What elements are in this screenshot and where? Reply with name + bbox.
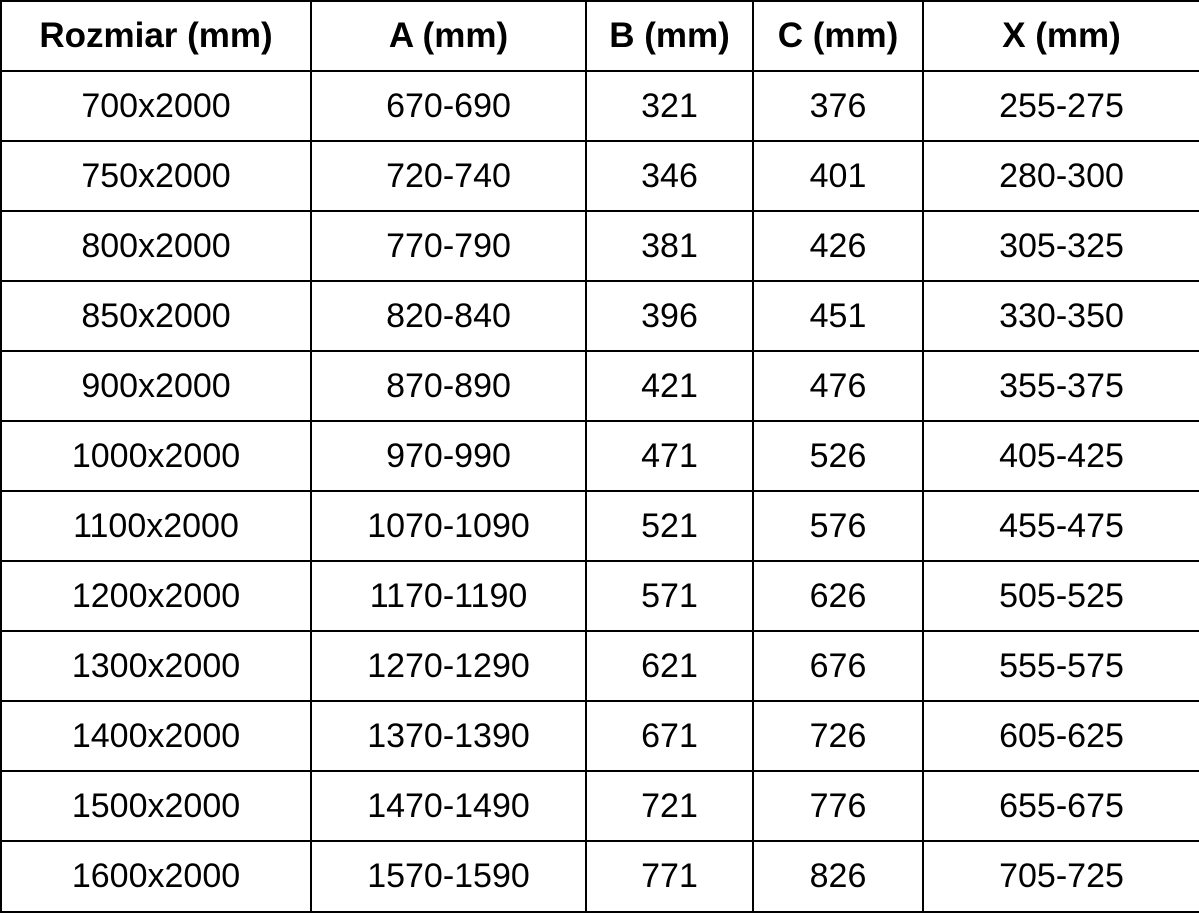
cell-a: 1370-1390 — [311, 701, 586, 771]
cell-b: 321 — [586, 71, 753, 141]
cell-rozmiar: 750x2000 — [1, 141, 311, 211]
cell-rozmiar: 1400x2000 — [1, 701, 311, 771]
cell-c: 676 — [753, 631, 923, 701]
cell-c: 451 — [753, 281, 923, 351]
cell-rozmiar: 800x2000 — [1, 211, 311, 281]
column-header-c: C (mm) — [753, 1, 923, 71]
cell-a: 720-740 — [311, 141, 586, 211]
table-row — [1, 351, 1199, 421]
cell-c: 826 — [753, 841, 923, 912]
table-row — [1, 841, 1199, 912]
cell-a: 1470-1490 — [311, 771, 586, 841]
cell-x: 280-300 — [923, 141, 1199, 211]
cell-a: 1270-1290 — [311, 631, 586, 701]
table-row — [1, 491, 1199, 561]
cell-b: 621 — [586, 631, 753, 701]
cell-c: 726 — [753, 701, 923, 771]
cell-a: 770-790 — [311, 211, 586, 281]
cell-x: 255-275 — [923, 71, 1199, 141]
cell-a: 870-890 — [311, 351, 586, 421]
cell-c: 426 — [753, 211, 923, 281]
cell-x: 705-725 — [923, 841, 1199, 912]
cell-a: 1570-1590 — [311, 841, 586, 912]
column-header-x: X (mm) — [923, 1, 1199, 71]
cell-a: 670-690 — [311, 71, 586, 141]
cell-x: 355-375 — [923, 351, 1199, 421]
cell-b: 396 — [586, 281, 753, 351]
cell-rozmiar: 1000x2000 — [1, 421, 311, 491]
cell-x: 605-625 — [923, 701, 1199, 771]
column-header-b: B (mm) — [586, 1, 753, 71]
table-row — [1, 561, 1199, 631]
table-row — [1, 281, 1199, 351]
cell-b: 721 — [586, 771, 753, 841]
cell-b: 346 — [586, 141, 753, 211]
cell-b: 771 — [586, 841, 753, 912]
cell-b: 671 — [586, 701, 753, 771]
cell-c: 476 — [753, 351, 923, 421]
cell-rozmiar: 700x2000 — [1, 71, 311, 141]
cell-b: 471 — [586, 421, 753, 491]
cell-x: 405-425 — [923, 421, 1199, 491]
cell-rozmiar: 1500x2000 — [1, 771, 311, 841]
cell-a: 970-990 — [311, 421, 586, 491]
table-row — [1, 771, 1199, 841]
cell-rozmiar: 1100x2000 — [1, 491, 311, 561]
cell-b: 421 — [586, 351, 753, 421]
cell-rozmiar: 1300x2000 — [1, 631, 311, 701]
cell-c: 526 — [753, 421, 923, 491]
table-row — [1, 71, 1199, 141]
table-row — [1, 701, 1199, 771]
cell-b: 381 — [586, 211, 753, 281]
column-header-rozmiar: Rozmiar (mm) — [1, 1, 311, 71]
cell-a: 1070-1090 — [311, 491, 586, 561]
cell-b: 521 — [586, 491, 753, 561]
cell-c: 626 — [753, 561, 923, 631]
cell-x: 455-475 — [923, 491, 1199, 561]
cell-a: 1170-1190 — [311, 561, 586, 631]
cell-rozmiar: 850x2000 — [1, 281, 311, 351]
cell-rozmiar: 1600x2000 — [1, 841, 311, 912]
cell-rozmiar: 900x2000 — [1, 351, 311, 421]
header-row — [1, 1, 1199, 71]
cell-b: 571 — [586, 561, 753, 631]
cell-x: 505-525 — [923, 561, 1199, 631]
cell-rozmiar: 1200x2000 — [1, 561, 311, 631]
cell-a: 820-840 — [311, 281, 586, 351]
column-header-a: A (mm) — [311, 1, 586, 71]
table-row — [1, 141, 1199, 211]
cell-x: 305-325 — [923, 211, 1199, 281]
cell-c: 376 — [753, 71, 923, 141]
cell-x: 655-675 — [923, 771, 1199, 841]
cell-x: 330-350 — [923, 281, 1199, 351]
cell-c: 576 — [753, 491, 923, 561]
cell-c: 401 — [753, 141, 923, 211]
table-row — [1, 211, 1199, 281]
table-row — [1, 631, 1199, 701]
cell-c: 776 — [753, 771, 923, 841]
cell-x: 555-575 — [923, 631, 1199, 701]
table-row — [1, 421, 1199, 491]
